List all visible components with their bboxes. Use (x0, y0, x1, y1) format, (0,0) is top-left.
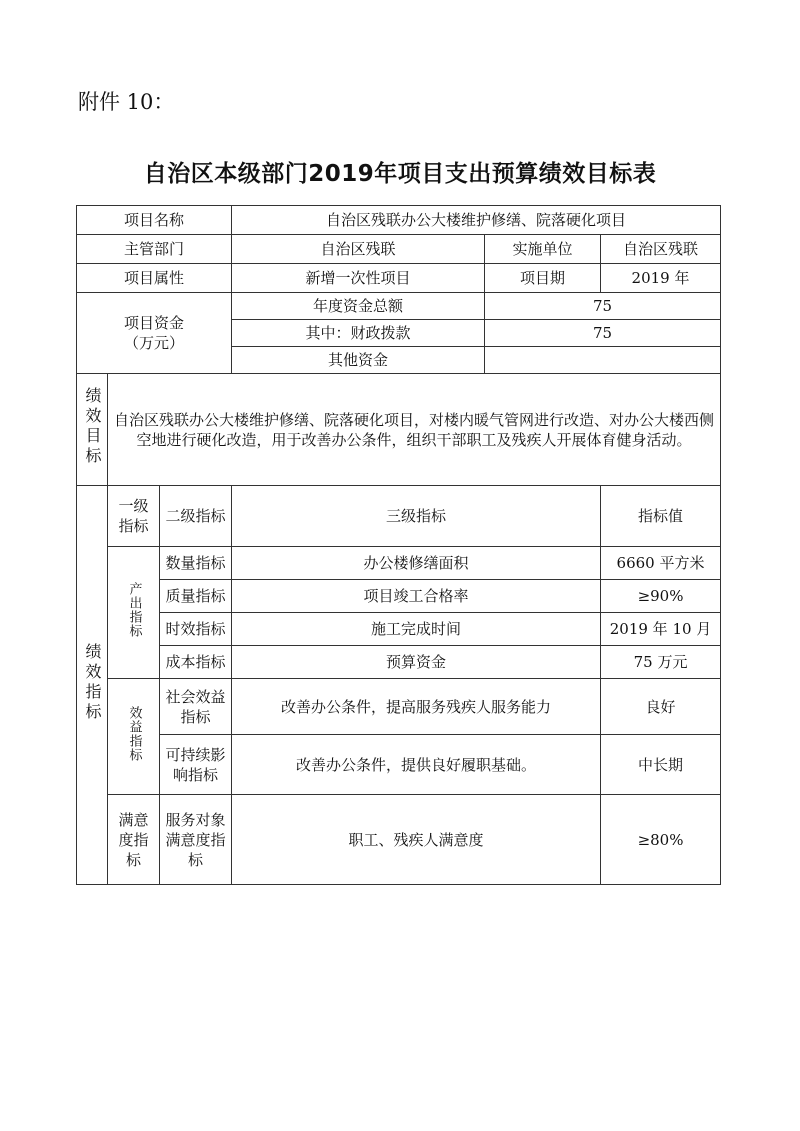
output-label: 产出指标 (126, 582, 142, 638)
goal-label: 绩效目标 (83, 387, 102, 467)
table-row (77, 547, 721, 580)
goal-row (77, 374, 721, 486)
goal-text: 自治区残联办公大楼维护修缮、院落硬化项目，对楼内暖气管网进行改造、对办公大楼西侧空地进行硬化改造，用于改善办公条件，组织干部职工及残疾人开展体育健身活动。 (108, 374, 721, 486)
header-level1: 一级指标 (108, 486, 160, 547)
benefit-value: 中长期 (601, 735, 721, 795)
attr-label: 项目属性 (77, 264, 232, 293)
performance-table (76, 205, 721, 885)
funds-other-label: 其他资金 (232, 347, 485, 374)
impl-value: 自治区残联 (601, 235, 721, 264)
output-level3: 预算资金 (232, 646, 601, 679)
page-title: 自治区本级部门2019年项目支出预算绩效目标表 (143, 161, 657, 187)
satisfaction-level2: 服务对象满意度指标 (160, 795, 232, 885)
funds-total-label: 年度资金总额 (232, 293, 485, 320)
table-row (77, 646, 721, 679)
output-level3: 施工完成时间 (232, 613, 601, 646)
benefit-level2: 可持续影响指标 (160, 735, 232, 795)
table-row (77, 679, 721, 735)
benefit-level2: 社会效益指标 (160, 679, 232, 735)
table-row (77, 613, 721, 646)
indicators-label: 绩效指标 (83, 642, 102, 723)
attribute-row (77, 264, 721, 293)
attr-value: 新增一次性项目 (232, 264, 485, 293)
impl-label: 实施单位 (485, 235, 601, 264)
indicators-label-cell (77, 486, 108, 885)
project-name-value: 自治区残联办公大楼维护修缮、院落硬化项目 (232, 206, 721, 235)
output-label-cell (108, 547, 160, 679)
project-name-label: 项目名称 (77, 206, 232, 235)
funds-fiscal-label: 其中：财政拨款 (232, 320, 485, 347)
output-level2: 数量指标 (160, 547, 232, 580)
output-level3: 办公楼修缮面积 (232, 547, 601, 580)
funds-total-row (77, 293, 721, 320)
dept-value: 自治区残联 (232, 235, 485, 264)
header-level3: 三级指标 (232, 486, 601, 547)
funds-total-value: 75 (485, 293, 721, 320)
output-level2: 成本指标 (160, 646, 232, 679)
header-value: 指标值 (601, 486, 721, 547)
goal-label-cell (77, 374, 108, 486)
table-row (77, 795, 721, 885)
dept-label: 主管部门 (77, 235, 232, 264)
table-row (77, 580, 721, 613)
output-value: 2019 年 10 月 (601, 613, 721, 646)
output-level2: 时效指标 (160, 613, 232, 646)
satisfaction-value: ≥80% (601, 795, 721, 885)
funds-label-cell (77, 293, 232, 374)
benefit-level3: 改善办公条件，提高服务残疾人服务能力 (232, 679, 601, 735)
satisfaction-level3: 职工、残疾人满意度 (232, 795, 601, 885)
output-level2: 质量指标 (160, 580, 232, 613)
satisfaction-label: 满意度指标 (108, 795, 160, 885)
period-value: 2019 年 (601, 264, 721, 293)
funds-unit: （万元） (124, 334, 185, 352)
attachment-label: 附件 10： (78, 90, 175, 114)
funds-fiscal-value: 75 (485, 320, 721, 347)
benefit-value: 良好 (601, 679, 721, 735)
funds-other-value (485, 347, 721, 374)
benefit-label: 效益指标 (126, 706, 142, 762)
header-level2: 二级指标 (160, 486, 232, 547)
output-value: 6660 平方米 (601, 547, 721, 580)
output-value: ≥90% (601, 580, 721, 613)
output-level3: 项目竣工合格率 (232, 580, 601, 613)
period-label: 项目期 (485, 264, 601, 293)
indicator-header-row (77, 486, 721, 547)
funds-label: 项目资金 (124, 314, 185, 332)
benefit-label-cell (108, 679, 160, 795)
project-name-row (77, 206, 721, 235)
output-value: 75 万元 (601, 646, 721, 679)
department-row (77, 235, 721, 264)
table-row (77, 735, 721, 795)
benefit-level3: 改善办公条件，提供良好履职基础。 (232, 735, 601, 795)
